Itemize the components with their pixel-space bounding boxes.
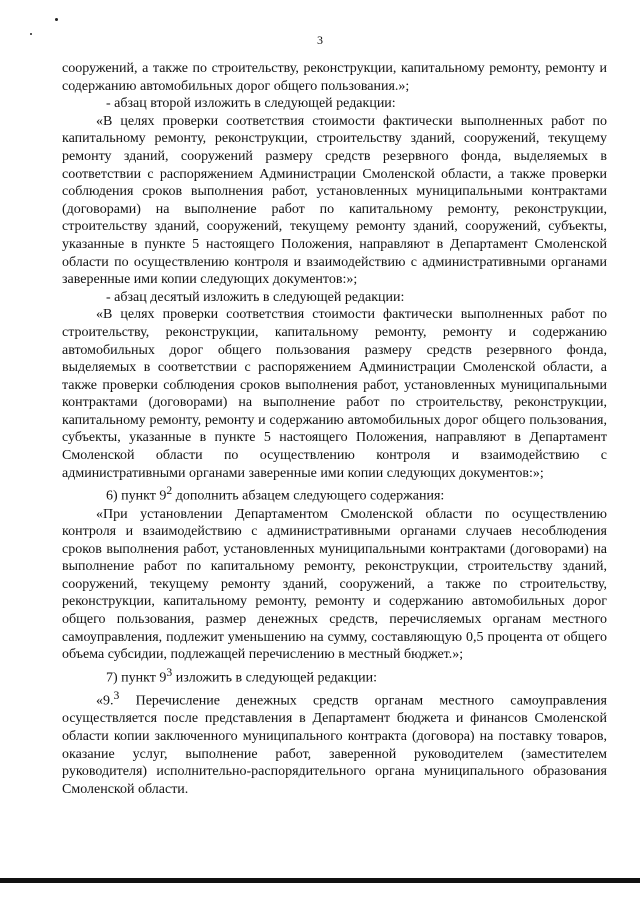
paragraph-continuation: сооружений, а также по строительству, реконструкции, капитальному ремонту, ремонту и содержанию автомобильных дорог общего пользования.»;: [62, 61, 607, 94]
paragraph-quote: «В целях проверки соответствия стоимости фактически выполненных работ по строительству, реконструкции, капитальному ремонту, ремонту и содержанию автомобильных дорог общего пользования размеру средств резервного фонда, выделяемых в соответствии с распоряжением Администрации Смоленской области, а также проверки соблюдения сроков выполнения работ, установленных муниципальными контрактами (договорами) на выполнение работ по строительству, реконструкции, капитальному ремонту, ремонту и содержанию автомобильных дорог общего пользования, субъекты, указанные в пункте 5 настоящего Положения, направляют в Департамент Смоленской области по осуществлению контроля и взаимодействию с административными органами заверенные ими копии следующих документов:»;: [62, 307, 607, 481]
paragraph-instruction: - абзац второй изложить в следующей редакции:: [106, 96, 396, 112]
scan-speck: [55, 18, 58, 21]
bottom-rule: [0, 878, 640, 883]
paragraph-item-7: 7) пункт $9^3$ изложить в следующей редакции:: [106, 665, 377, 686]
paragraph-quote: «При установлении Департаментом Смоленской области по осуществлению контроля и взаимодействию с административными органами случаев несоблюдения сроков выполнения работ, установленных муниципальными контрактами (договорами) на выполнение работ по капитальному ремонту, реконструкции, строительству зданий, сооружений, текущему ремонту зданий, сооружений, а также по строительству, реконструкции, капитальному ремонту, ремонту и содержанию автомобильных дорог общего пользования, размер денежных средств, перечисляемых органам местного самоуправления, подлежит уменьшению на сумму, составляющую 0,5 процента от общего объема субсидии, подлежащей перечислению в местный бюджет.»;: [62, 506, 607, 663]
document-body: [62, 60, 607, 798]
paragraph-instruction: - абзац десятый изложить в следующей редакции:: [106, 289, 405, 305]
paragraph-quote: «В целях проверки соответствия стоимости фактически выполненных работ по капитальному ремонту, реконструкции, строительству зданий, сооружений, текущему ремонту зданий, сооружений размеру средств резервного фонда, выделяемых в соответствии с распоряжением Администрации Смоленской области, а также проверки соблюдения сроков выполнения работ, установленных муниципальными контрактами (договорами) на выполнение работ по капитальному ремонту, реконструкции, строительству зданий, сооружений, текущему ремонту зданий, сооружений, субъекты, указанные в пункте 5 настоящего Положения, направляют в Департамент Смоленской области по осуществлению контроля и взаимодействию с административными органами заверенные ими копии следующих документов:»;: [62, 113, 607, 288]
page-number: 3: [317, 33, 323, 47]
paragraph-quote: «9.$^3$ Перечисление денежных средств органам местного самоуправления осуществляется после представления в Департамент бюджета и финансов Смоленской области копии заключенного муниципального контракта (договора) на поставку товаров, оказание услуг, выполнение работ, заверенной руководителем (заместителем руководителя) исполнительно-распорядительного органа муниципального образования Смоленской области.: [62, 689, 607, 797]
paragraph-item-6: 6) пункт $9^2$ дополнить абзацем следующего содержания:: [106, 484, 445, 504]
